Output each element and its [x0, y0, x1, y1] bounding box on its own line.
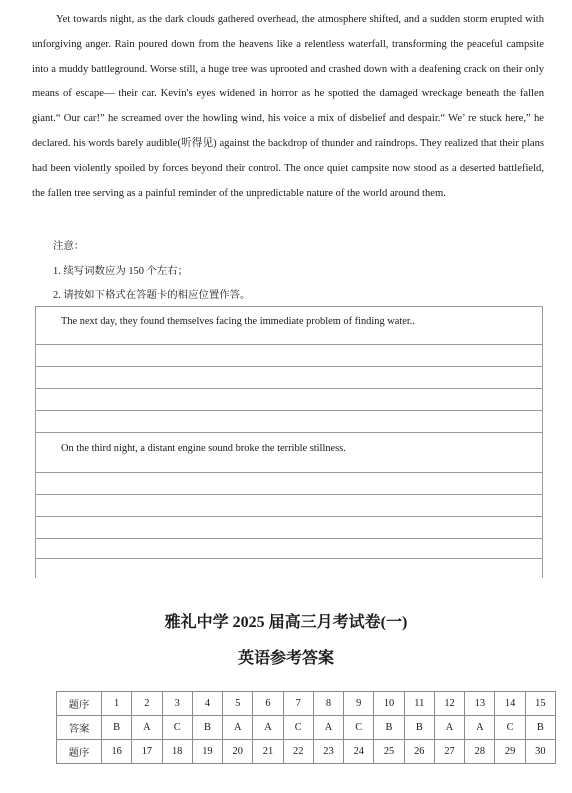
passage-text: Yet towards night, as the dark clouds gathered overhead, the atmosphere shifted, and a sudden storm erupted with unforgiving anger. Rain poured down from the heavens like a relentless waterfall, transforming the peaceful campsite into a muddy battleground. Worse still, a huge tree was uprooted and crashed down with a deafening crack on their only means of escape— their car. Kevin's eyes widened in horror as he spotted the damaged wreckage beneath the fallen giant.“ Our car!” he screamed over the howling wind, his voice a mix of disbelief and despair.“ We’ re stuck here,” he declared. his words barely audible(听得见) against the backdrop of thunder and raindrops. They realized that their plans had been violently spoiled by forces beyond their control. The once quiet campsite now stood as a deserted battlefield, the fallen tree serving as a painful reminder of the unpredictable nature of the world around them.: [32, 14, 544, 199]
question-number: 4: [192, 692, 222, 716]
question-number: 5: [223, 692, 253, 716]
table-row-numbers-2: [57, 740, 556, 764]
ruled-line: [36, 494, 542, 495]
story-passage: [32, 8, 544, 206]
answer-cell: B: [102, 716, 132, 740]
question-number: 19: [192, 740, 222, 764]
question-number: 1: [102, 692, 132, 716]
question-number: 25: [374, 740, 404, 764]
question-number: 27: [434, 740, 464, 764]
answer-cell: B: [525, 716, 555, 740]
note-item-1: 1. 续写词数应为 150 个左右；: [53, 266, 189, 277]
question-number: 6: [253, 692, 283, 716]
question-number: 20: [223, 740, 253, 764]
ruled-line: [36, 306, 542, 307]
answer-cell: B: [404, 716, 434, 740]
ruled-line: [36, 516, 542, 517]
question-number: 17: [132, 740, 162, 764]
question-number: 18: [162, 740, 192, 764]
ruled-line: [36, 558, 542, 559]
question-number: 8: [313, 692, 343, 716]
question-number: 16: [102, 740, 132, 764]
question-number: 3: [162, 692, 192, 716]
row-label: 题序: [57, 740, 102, 764]
exam-title: 雅礼中学 2025 届高三月考试卷(一): [164, 614, 408, 631]
answer-key-table: [56, 691, 556, 764]
question-number: 22: [283, 740, 313, 764]
answer-cell: A: [253, 716, 283, 740]
row-label: 答案: [57, 716, 102, 740]
question-number: 2: [132, 692, 162, 716]
exam-subtitle: 英语参考答案: [237, 650, 334, 667]
answer-cell: A: [223, 716, 253, 740]
answer-cell: B: [192, 716, 222, 740]
question-number: 9: [344, 692, 374, 716]
ruled-line: [36, 472, 542, 473]
continuation-prompt-1: The next day, they found themselves facing the immediate problem of finding water..: [61, 316, 415, 327]
answer-writing-box: [35, 306, 543, 578]
answer-cell: A: [465, 716, 495, 740]
answer-cell: C: [283, 716, 313, 740]
answer-cell: A: [132, 716, 162, 740]
question-number: 21: [253, 740, 283, 764]
answer-cell: A: [313, 716, 343, 740]
question-number: 12: [434, 692, 464, 716]
notes-title: 注意：: [53, 241, 85, 252]
question-number: 28: [465, 740, 495, 764]
ruled-line: [36, 410, 542, 411]
ruled-line: [36, 366, 542, 367]
ruled-line: [36, 344, 542, 345]
question-number: 15: [525, 692, 555, 716]
question-number: 24: [344, 740, 374, 764]
answer-cell: C: [162, 716, 192, 740]
note-item-2: 2. 请按如下格式在答题卡的相应位置作答。: [53, 290, 251, 301]
question-number: 30: [525, 740, 555, 764]
answer-cell: C: [344, 716, 374, 740]
question-number: 7: [283, 692, 313, 716]
row-label: 题序: [57, 692, 102, 716]
continuation-prompt-2: On the third night, a distant engine sound broke the terrible stillness.: [61, 443, 346, 454]
table-row-numbers-1: [57, 692, 556, 716]
question-number: 13: [465, 692, 495, 716]
answer-cell: A: [434, 716, 464, 740]
question-number: 11: [404, 692, 434, 716]
ruled-line: [36, 388, 542, 389]
table-row-answers-1: [57, 716, 556, 740]
question-number: 23: [313, 740, 343, 764]
question-number: 29: [495, 740, 525, 764]
answer-cell: C: [495, 716, 525, 740]
question-number: 14: [495, 692, 525, 716]
ruled-line: [36, 538, 542, 539]
question-number: 10: [374, 692, 404, 716]
answer-cell: B: [374, 716, 404, 740]
ruled-line: [36, 432, 542, 433]
question-number: 26: [404, 740, 434, 764]
